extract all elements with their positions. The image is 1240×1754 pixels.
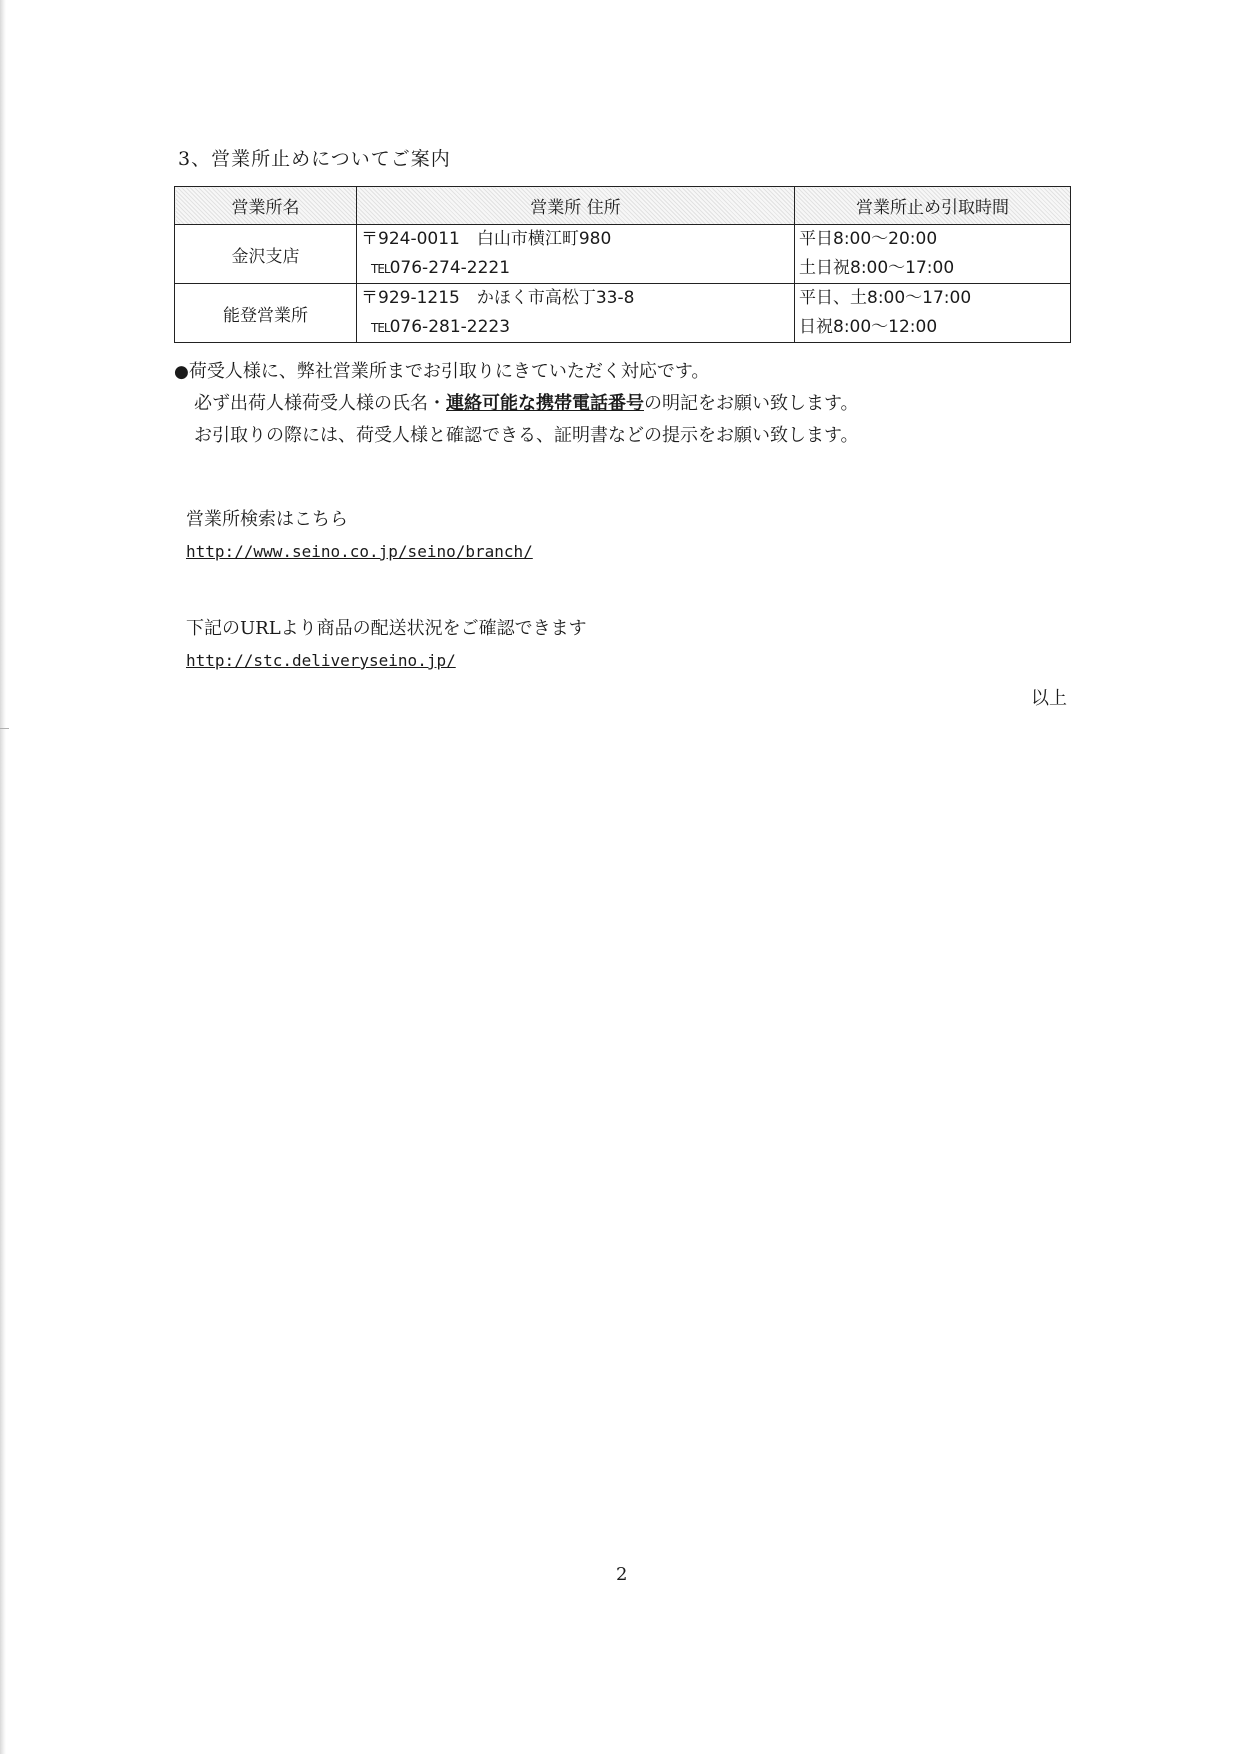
table-header-row [175, 187, 1071, 225]
hours-weekday: 平日8:00～20:00 [799, 229, 938, 249]
note-line [174, 420, 859, 452]
pickup-notes [174, 356, 859, 452]
note-text: 荷受人様に、弊社営業所までお引取りにきていただく対応です。 [188, 361, 710, 382]
tracking-link[interactable]: http://stc.deliveryseino.jp/ [186, 651, 456, 670]
note-text: の明記をお願い致します。 [644, 393, 859, 414]
branch-search-link[interactable]: http://www.seino.co.jp/seino/branch/ [186, 542, 533, 561]
closing-remark: 以上 [1031, 688, 1067, 709]
office-name: 金沢支店 [175, 225, 357, 284]
phone-number: 076-281-2223 [389, 317, 511, 337]
scan-edge [0, 0, 6, 1754]
phone-number: 076-274-2221 [389, 258, 511, 278]
branch-search-label: 営業所検索はこちら [186, 509, 348, 530]
note-text: 必ず出荷人様荷受人様の氏名・ [194, 393, 446, 414]
tel-prefix: TEL [371, 262, 390, 276]
hours-weekday: 平日、土8:00～17:00 [799, 288, 972, 308]
delivery-tracking [186, 612, 587, 676]
hours-holiday: 日祝8:00～12:00 [799, 317, 938, 337]
postal-address: 〒929-1215 かほく市高松丁33-8 [361, 288, 635, 308]
hours-weekend: 土日祝8:00～17:00 [799, 258, 955, 278]
office-address [357, 225, 795, 284]
note-emphasis: 連絡可能な携帯電話番号 [446, 393, 644, 414]
scan-mark [0, 728, 9, 729]
header-office-address: 営業所 住所 [357, 187, 795, 225]
header-pickup-hours: 営業所止め引取時間 [795, 187, 1071, 225]
header-office-name: 営業所名 [175, 187, 357, 225]
tel-prefix: TEL [371, 321, 390, 335]
bullet-icon: ● [174, 362, 189, 382]
pickup-hours [795, 284, 1071, 343]
note-line [174, 356, 859, 388]
table-row [175, 225, 1071, 284]
section-title: 3、営業所止めについてご案内 [178, 148, 451, 170]
postal-address: 〒924-0011 白山市横江町980 [361, 229, 612, 249]
pickup-hours [795, 225, 1071, 284]
branch-search [186, 503, 533, 567]
note-text: お引取りの際には、荷受人様と確認できる、証明書などの提示をお願い致します。 [194, 425, 859, 446]
office-table [174, 186, 1071, 343]
table-row [175, 284, 1071, 343]
note-line [174, 388, 859, 420]
office-name: 能登営業所 [175, 284, 357, 343]
phone-line [357, 254, 794, 283]
page-number: 2 [616, 1564, 628, 1585]
phone-line [357, 313, 794, 342]
tracking-label: 下記のURLより商品の配送状況をご確認できます [186, 618, 587, 639]
office-address [357, 284, 795, 343]
